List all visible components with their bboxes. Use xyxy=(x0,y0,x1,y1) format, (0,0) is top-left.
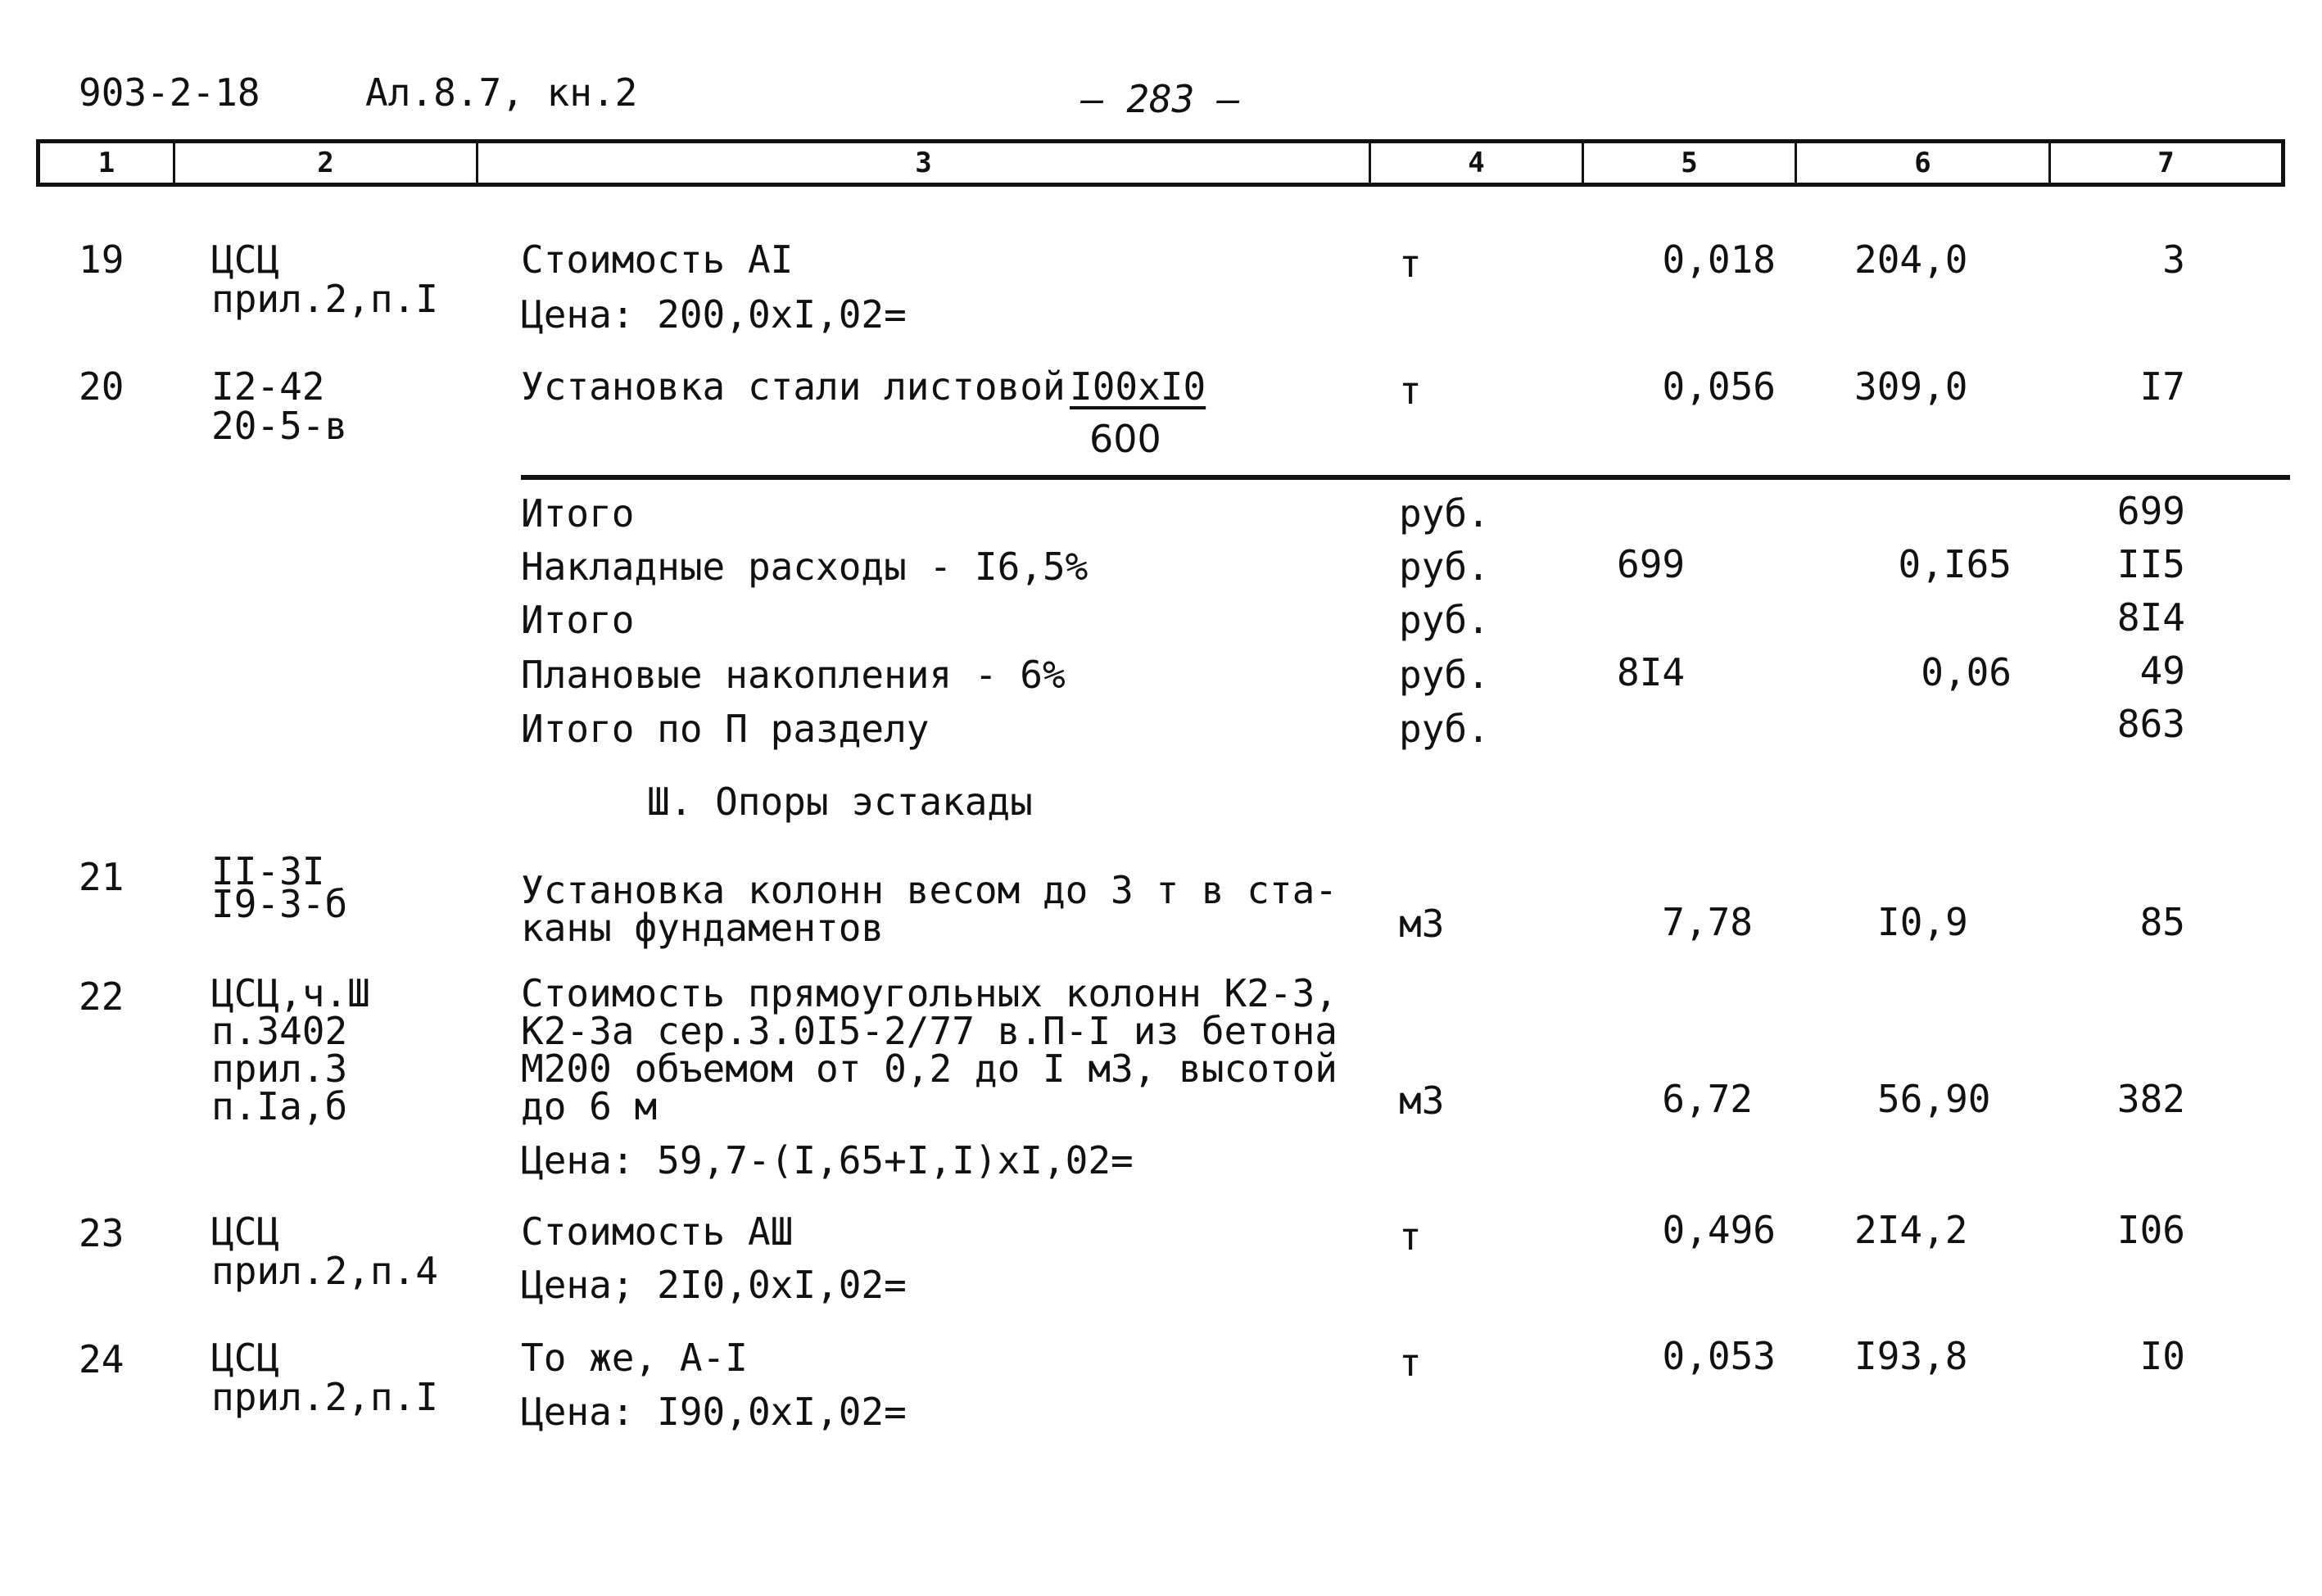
summary-label: Итого xyxy=(521,491,635,536)
summary-total: II5 xyxy=(2116,542,2185,586)
row-description: Установка стали листовой xyxy=(521,364,1066,409)
row-reference: I2-42 20-5-в xyxy=(211,364,348,448)
row-unit-rate: 2I4,2 xyxy=(1854,1208,1968,1252)
document-code: 903-2-18 xyxy=(79,70,260,115)
summary-base: 8I4 xyxy=(1617,650,1686,694)
row-total: I0 xyxy=(2139,1334,2185,1378)
row-unit: т xyxy=(1399,368,1422,413)
row-reference: ЦСЦ прил.2,п.I xyxy=(211,1336,438,1419)
row-total: I06 xyxy=(2116,1208,2185,1252)
row-quantity: 7,78 xyxy=(1662,900,1753,944)
column-number-1: 1 xyxy=(97,147,115,179)
column-number-4: 4 xyxy=(1468,147,1485,179)
row-quantity: 0,053 xyxy=(1662,1334,1776,1378)
row-description: Установка колонн весом до 3 т в ста- каны фундаментов xyxy=(521,868,1338,950)
row-unit: т xyxy=(1399,1341,1422,1385)
summary-total: 863 xyxy=(2116,702,2185,746)
row-total: 382 xyxy=(2116,1077,2185,1121)
row-number: 21 xyxy=(79,855,124,899)
summary-rule xyxy=(521,475,2290,480)
row-quantity: 6,72 xyxy=(1662,1077,1753,1121)
row-unit-rate: 204,0 xyxy=(1854,237,1968,282)
summary-base: 699 xyxy=(1617,542,1686,586)
row-total: 3 xyxy=(2162,237,2185,282)
row-unit: т xyxy=(1399,1214,1422,1259)
dimension-fraction-denominator: 600 xyxy=(1089,417,1161,461)
row-unit: м3 xyxy=(1399,902,1445,946)
column-number-7: 7 xyxy=(2157,147,2175,179)
summary-label: Плановые накопления - 6% xyxy=(521,653,1066,697)
row-price-formula: Цена; 2I0,0xI,02= xyxy=(521,1263,907,1307)
column-header-row xyxy=(36,139,2285,187)
row-price-formula: Цена: 200,0xI,02= xyxy=(521,292,907,337)
summary-unit: руб. xyxy=(1399,598,1490,642)
column-number-3: 3 xyxy=(915,147,932,179)
page-number: — 283 — xyxy=(1081,77,1240,121)
summary-unit: руб. xyxy=(1399,707,1490,751)
column-number-2: 2 xyxy=(317,147,334,179)
summary-unit: руб. xyxy=(1399,653,1490,697)
row-quantity: 0,018 xyxy=(1662,237,1776,282)
row-number: 22 xyxy=(79,974,124,1019)
row-description: Стоимость прямоугольных колонн К2-3, К2-3а сер.3.0I5-2/77 в.П-I из бетона М200 объемом от 0,2 до I м3, высотой до 6 м xyxy=(521,971,1338,1128)
summary-total: 8I4 xyxy=(2116,595,2185,640)
row-reference: ЦСЦ прил.2,п.4 xyxy=(211,1209,438,1293)
row-number: 20 xyxy=(79,364,124,409)
summary-unit: руб. xyxy=(1399,545,1490,589)
dimension-fraction-numerator: I00xI0 xyxy=(1070,364,1206,409)
row-reference: II-3I I9-3-б xyxy=(211,849,348,926)
summary-total: 699 xyxy=(2116,489,2185,533)
row-price-formula: Цена: 59,7-(I,65+I,I)xI,02= xyxy=(521,1138,1134,1182)
row-unit-rate: 56,90 xyxy=(1877,1077,1991,1121)
row-quantity: 0,056 xyxy=(1662,364,1776,409)
row-total: I7 xyxy=(2139,364,2185,409)
row-total: 85 xyxy=(2139,900,2185,944)
row-number: 24 xyxy=(79,1337,124,1381)
row-unit-rate: I93,8 xyxy=(1854,1334,1968,1378)
row-number: 23 xyxy=(79,1211,124,1255)
row-unit-rate: I0,9 xyxy=(1877,900,1968,944)
section-title: Ш. Опоры эстакады xyxy=(647,780,1033,824)
row-unit-rate: 309,0 xyxy=(1854,364,1968,409)
row-description: Стоимость AI xyxy=(521,237,794,282)
summary-label: Итого xyxy=(521,598,635,642)
summary-unit: руб. xyxy=(1399,491,1490,536)
summary-label: Накладные расходы - I6,5% xyxy=(521,545,1089,589)
row-unit: т xyxy=(1399,242,1422,286)
album-reference: Ал.8.7, кн.2 xyxy=(365,70,638,115)
summary-label: Итого по П разделу xyxy=(521,707,930,751)
row-price-formula: Цена: I90,0xI,02= xyxy=(521,1390,907,1434)
column-number-6: 6 xyxy=(1914,147,1931,179)
row-description: То же, А-I xyxy=(521,1336,748,1380)
row-description: Стоимость АШ xyxy=(521,1209,794,1254)
summary-total: 49 xyxy=(2139,649,2185,693)
summary-coefficient: 0,I65 xyxy=(1898,542,2012,586)
summary-coefficient: 0,06 xyxy=(1921,650,2012,694)
row-number: 19 xyxy=(79,237,124,282)
row-unit: м3 xyxy=(1399,1078,1445,1123)
row-reference: ЦСЦ,ч.Ш п.3402 прил.3 п.Iа,б xyxy=(211,971,370,1128)
row-quantity: 0,496 xyxy=(1662,1208,1776,1252)
column-number-5: 5 xyxy=(1681,147,1698,179)
row-reference: ЦСЦ прил.2,п.I xyxy=(211,237,438,321)
